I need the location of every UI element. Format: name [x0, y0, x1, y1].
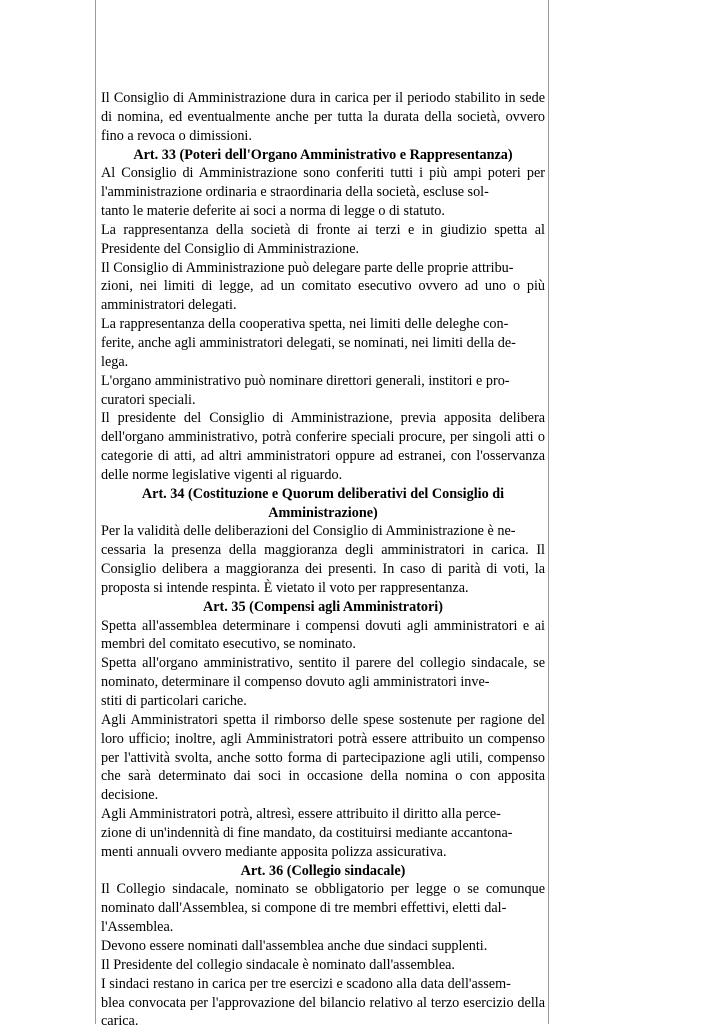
paragraph-art-35-assembly: Spetta all'assemblea determinare i compensi dovuti agli amministratori e ai membri del comitato esecutivo, se nominato. [101, 617, 545, 653]
paragraph-art-36-term: I sindaci restano in carica per tre esercizi e scadono alla data dell'assem- blea convocata per l'approvazione del bilancio relativo al terzo esercizio della carica. [101, 975, 545, 1030]
document-body [101, 89, 545, 1031]
paragraph-art-33-directors: L'organo amministrativo può nominare direttori generali, institori e pro- curatori speciali. [101, 372, 510, 408]
paragraph-art-36-composition: Il Collegio sindacale, nominato se obbligatorio per legge o se comunque nominato dall'Assemblea, si compone di tre membri effettivi, eletti dal- l'Assemblea. [101, 881, 545, 936]
paragraph-art-34-quorum: Per la validità delle deliberazioni del Consiglio di Amministrazione è ne- cessaria la presenza della maggioranza degli amministratori in carica. Il Consiglio delibera a maggioranza dei presenti. In caso di parità di voti, la proposta si intende respinta. È vietato il voto per rappresentanza. [101, 523, 545, 596]
paragraph-art-33-representation: La rappresentanza della società di fronte ai terzi e in giudizio spetta al Presidente del Consiglio di Amministrazione. [101, 221, 545, 257]
paragraph-art-36-president: Il Presidente del collegio sindacale è nominato dall'assemblea. [101, 956, 455, 973]
paragraph-art-36-substitutes: Devono essere nominati dall'assemblea anche due sindaci supplenti. [101, 937, 488, 954]
heading-art-33: Art. 33 (Poteri dell'Organo Amministrativo e Rappresentanza) [133, 146, 513, 163]
paragraph-art-35-indemnity: Agli Amministratori potrà, altresì, essere attribuito il diritto alla perce- zione di un'indennità di fine mandato, da costituirsi mediante accantona- menti annuali ovvero mediante apposita polizza assicurativa. [101, 806, 513, 860]
paragraph-art-35-organ: Spetta all'organo amministrativo, sentito il parere del collegio sindacale, se nominato, determinare il compenso dovuto agli amministratori inve- stiti di particolari cariche. [101, 655, 545, 709]
right-margin-line [548, 0, 549, 1024]
paragraph-art-33-delegation: Il Consiglio di Amministrazione può delegare parte delle proprie attribu- zioni, nei limiti di legge, ad un comitato esecutivo ovvero ad uno o più amministratori delegati. [101, 259, 545, 314]
heading-art-36: Art. 36 (Collegio sindacale) [240, 862, 406, 879]
heading-art-35: Art. 35 (Compensi agli Amministratori) [203, 598, 443, 615]
heading-art-34: Art. 34 (Costituzione e Quorum deliberativi del Consiglio di Amministrazione) [141, 485, 505, 521]
paragraph-board-duration: Il Consiglio di Amministrazione dura in carica per il periodo stabilito in sede di nomina, ed eventualmente anche per tutta la durata della società, ovvero fino a revoca o dimissioni. [101, 90, 545, 144]
paragraph-art-33-president: Il presidente del Consiglio di Amministrazione, previa apposita delibera dell'organo amministrativo, potrà conferire speciali procure, per singoli atti o categorie di atti, ad altri amministratori oppure ad estranei, con l'osservanza delle norme legislative vigenti al riguardo. [101, 410, 545, 483]
paragraph-art-35-reimbursement: Agli Amministratori spetta il rimborso delle spese sostenute per ragione del loro ufficio; inoltre, agli Amministratori potrà essere attribuito un compenso per l'attività svolta, anche sotto forma di partecipazione agli utili, compenso che sarà determinato dai soci in occasione della nomina o con apposita decisione. [101, 711, 545, 804]
paragraph-art-33-powers: Al Consiglio di Amministrazione sono conferiti tutti i più ampi poteri per l'amministrazione ordinaria e straordinaria della società, escluse sol- tanto le materie deferite ai soci a norma di legge o di statuto. [101, 165, 545, 220]
paragraph-art-33-cooperative: La rappresentanza della cooperativa spetta, nei limiti delle deleghe con- ferite, anche agli amministratori delegati, se nominati, nei limiti della de- lega. [101, 316, 516, 370]
left-margin-line [95, 0, 96, 1024]
